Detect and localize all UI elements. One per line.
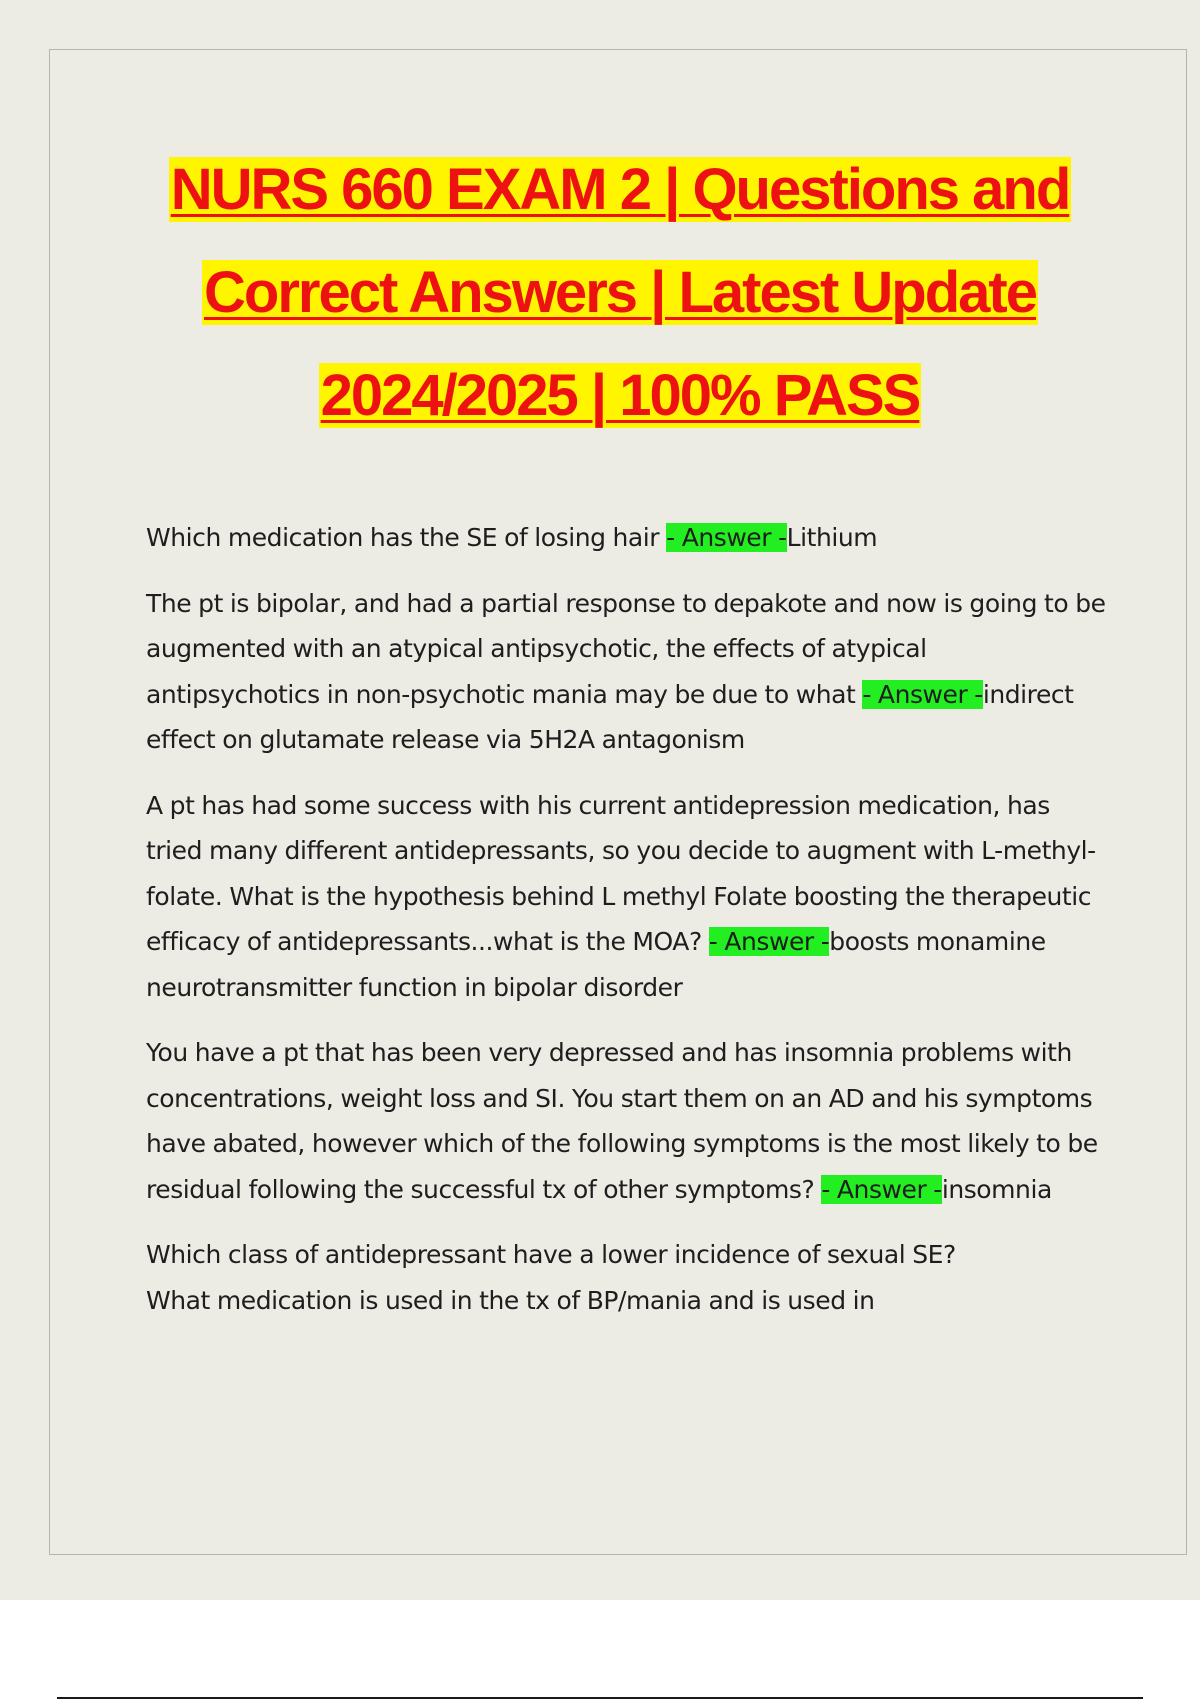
qa-item-3 — [146, 783, 1106, 1011]
answer-marker: - Answer - — [862, 679, 983, 709]
bottom-divider — [57, 1697, 1143, 1699]
answer-text: Lithium — [786, 523, 878, 552]
answer-text: boosts monamine neurotransmitter function in bipolar disorder — [146, 927, 1046, 1002]
title-line-2 — [100, 241, 1140, 344]
question-text: The pt is bipolar, and had a partial response to depakote and now is going to be augmented with an atypical antipsychotic, the effects of atypical antipsychotics in non-psychotic mania may be due to what — [146, 588, 1106, 709]
trailing-line-2: What medication is used in the tx of BP/mania and is used in — [146, 1285, 875, 1315]
question-text: A pt has had some success with his current antidepression medication, has tried many different antidepressants, so you decide to augment with L-methyl-folate. What is the hypothesis behind L methyl Folate boosting the therapeutic efficacy of antidepressants...what is the MOA? — [146, 790, 1096, 956]
trailing-line-1: Which class of antidepressant have a lower incidence of sexual SE? — [146, 1240, 956, 1269]
answer-marker: - Answer - — [821, 1174, 942, 1204]
answer-text: insomnia — [941, 1174, 1052, 1204]
answer-marker: - Answer - — [708, 927, 830, 956]
title-text-1: NURS 660 EXAM 2 | Questions and — [170, 157, 1070, 222]
qa-content — [146, 515, 1106, 1343]
title-text-2: Correct Answers | Latest Update — [204, 260, 1036, 325]
title-text-3: 2024/2025 | 100% PASS — [320, 363, 920, 428]
answer-marker: - Answer - — [666, 523, 787, 552]
question-text: You have a pt that has been very depressed and has insomnia problems with concentrations, weight loss and SI. You start them on an AD and his symptoms have abated, however which of the following symptoms is the most likely to be residual following the successful tx of other symptoms? — [146, 1038, 1098, 1204]
title-line-1 — [100, 138, 1140, 241]
title-line-3 — [100, 344, 1140, 447]
document-title — [100, 138, 1140, 447]
qa-item-2 — [146, 581, 1106, 763]
question-text: Which medication has the SE of losing hair — [146, 523, 667, 552]
qa-item-4 — [146, 1030, 1106, 1212]
answer-text: indirect effect on glutamate release via 5H2A antagonism — [146, 679, 1074, 754]
qa-item-1 — [146, 515, 1106, 561]
trailing-paragraph — [146, 1232, 1106, 1323]
